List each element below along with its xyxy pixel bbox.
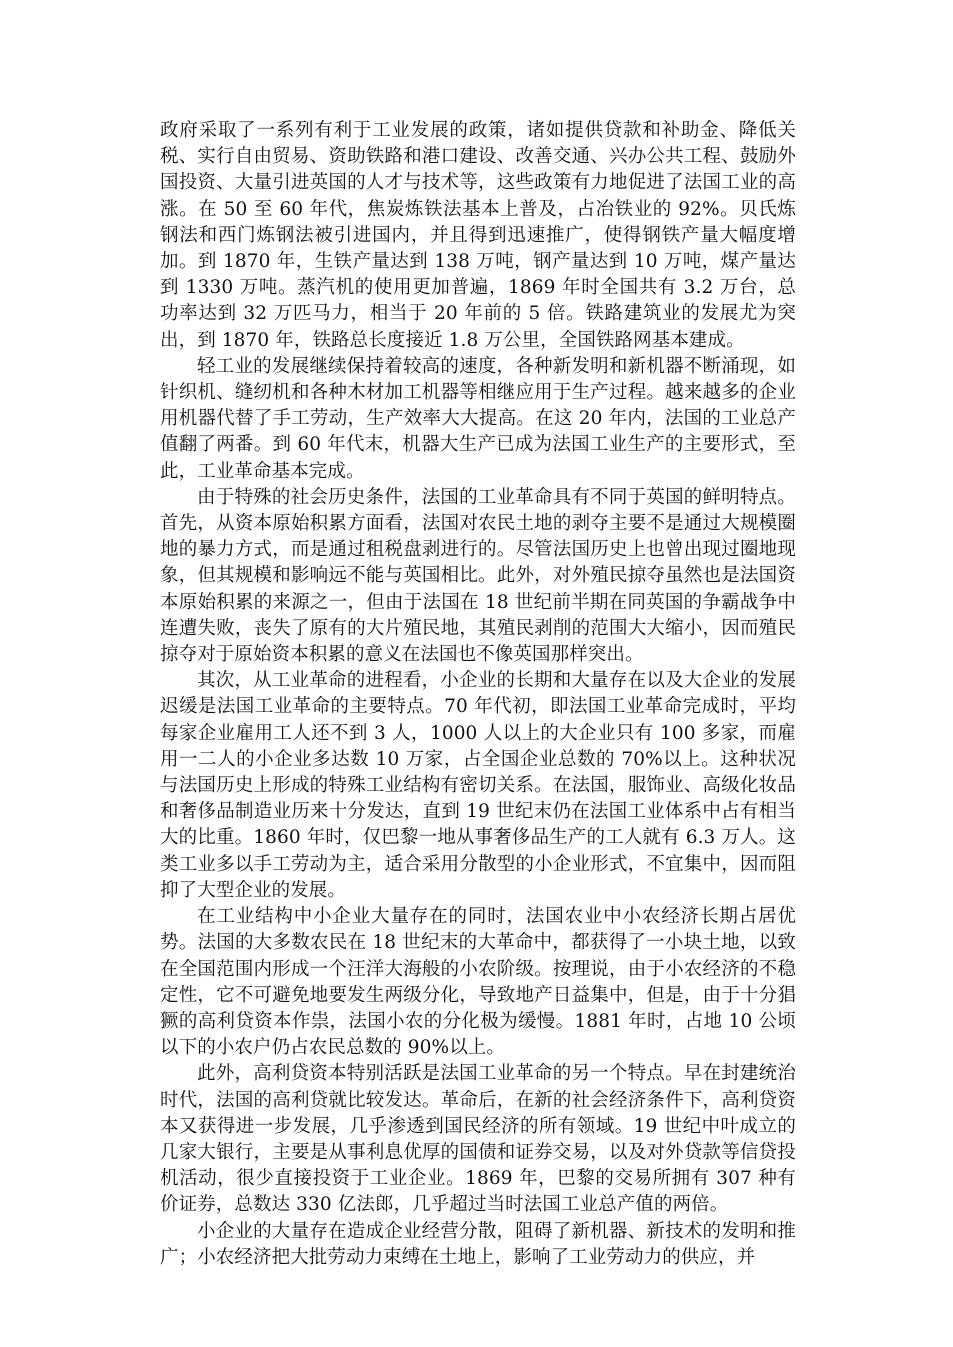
paragraph-7: 小企业的大量存在造成企业经营分散，阻碍了新机器、新技术的发明和推广；小农经济把大批劳动力束缚在土地上，影响了工业劳动力的供应，并 xyxy=(160,1220,796,1268)
paragraph-5: 在工业结构中小企业大量存在的同时，法国农业中小农经济长期占居优势。法国的大多数农民在 18 世纪末的大革命中，都获得了一小块土地，以致在全国范围内形成一个汪洋大海般的小农阶级。按理说，由于小农经济的不稳定性，它不可避免地要发生两级分化，导致地产日益集中，但是，由于十分猖獗的高利贷资本作祟，法国小农的分化极为缓慢。1881 年时，占地 10 公顷以下的小农户仍占农民总数的 90%以上。 xyxy=(160,906,796,1059)
paragraph-4: 其次，从工业革命的进程看，小企业的长期和大量存在以及大企业的发展迟缓是法国工业革命的主要特点。70 年代初，即法国工业革命完成时，平均每家企业雇用工人还不到 3 人，1000 人以上的大企业只有 100 多家，而雇用一二人的小企业多达数 10 万家，占全国企业总数的 70%以上。这种状况与法国历史上形成的特殊工业结构有密切关系。在法国，服饰业、高级化妆品和奢侈品制造业历来十分发达，直到 19 世纪末仍在法国工业体系中占有相当大的比重。1860 年时，仅巴黎一地从事奢侈品生产的工人就有 6.3 万人。这类工业多以手工劳动为主，适合采用分散型的小企业形式，不宜集中，因而阻抑了大型企业的发展。 xyxy=(160,670,796,901)
paragraph-2: 轻工业的发展继续保持着较高的速度，各种新发明和新机器不断涌现，如针织机、缝纫机和各种木材加工机器等相继应用于生产过程。越来越多的企业用机器代替了手工劳动，生产效率大大提高。在这 20 年内，法国的工业总产值翻了两番。到 60 年代末，机器大生产已成为法国工业生产的主要形式，至此，工业革命基本完成。 xyxy=(160,355,796,482)
paragraph-1: 政府采取了一系列有利于工业发展的政策，诸如提供贷款和补助金、降低关税、实行自由贸易、资助铁路和港口建设、改善交通、兴办公共工程、鼓励外国投资、大量引进英国的人才与技术等，这些政策有力地促进了法国工业的高涨。在 50 至 60 年代，焦炭炼铁法基本上普及，占冶铁业的 92%。贝氏炼钢法和西门炼钢法被引进国内，并且得到迅速推广，使得钢铁产量大幅度增加。到 1870 年，生铁产量达到 138 万吨，钢产量达到 10 万吨，煤产量达到 1330 万吨。蒸汽机的使用更加普遍，1869 年时全国共有 3.2 万台，总功率达到 32 万匹马力，相当于 20 年前的 5 倍。铁路建筑业的发展尤为突出，到 1870 年，铁路总长度接近 1.8 万公里，全国铁路网基本建成。 xyxy=(160,120,796,351)
paragraph-6: 此外，高利贷资本特别活跃是法国工业革命的另一个特点。早在封建统治时代，法国的高利贷就比较发达。革命后，在新的社会经济条件下，高利贷资本又获得进一步发展，几乎渗透到国民经济的所有领域。19 世纪中叶成立的几家大银行，主要是从事利息优厚的国债和证券交易，以及对外贷款等信贷投机活动，很少直接投资于工业企业。1869 年，巴黎的交易所拥有 307 种有价证券，总数达 330 亿法郎，几乎超过当时法国工业总产值的两倍。 xyxy=(160,1063,796,1216)
paragraph-3: 由于特殊的社会历史条件，法国的工业革命具有不同于英国的鲜明特点。首先，从资本原始积累方面看，法国对农民土地的剥夺主要不是通过大规模圈地的暴力方式，而是通过租税盘剥进行的。尽管法国历史上也曾出现过圈地现象，但其规模和影响远不能与英国相比。此外，对外殖民掠夺虽然也是法国资本原始积累的来源之一，但由于法国在 18 世纪前半期在同英国的争霸战争中连遭失败，丧失了原有的大片殖民地，其殖民剥削的范围大大缩小，因而殖民掠夺对于原始资本积累的意义在法国也不像英国那样突出。 xyxy=(160,486,796,666)
document-page xyxy=(160,118,796,1271)
